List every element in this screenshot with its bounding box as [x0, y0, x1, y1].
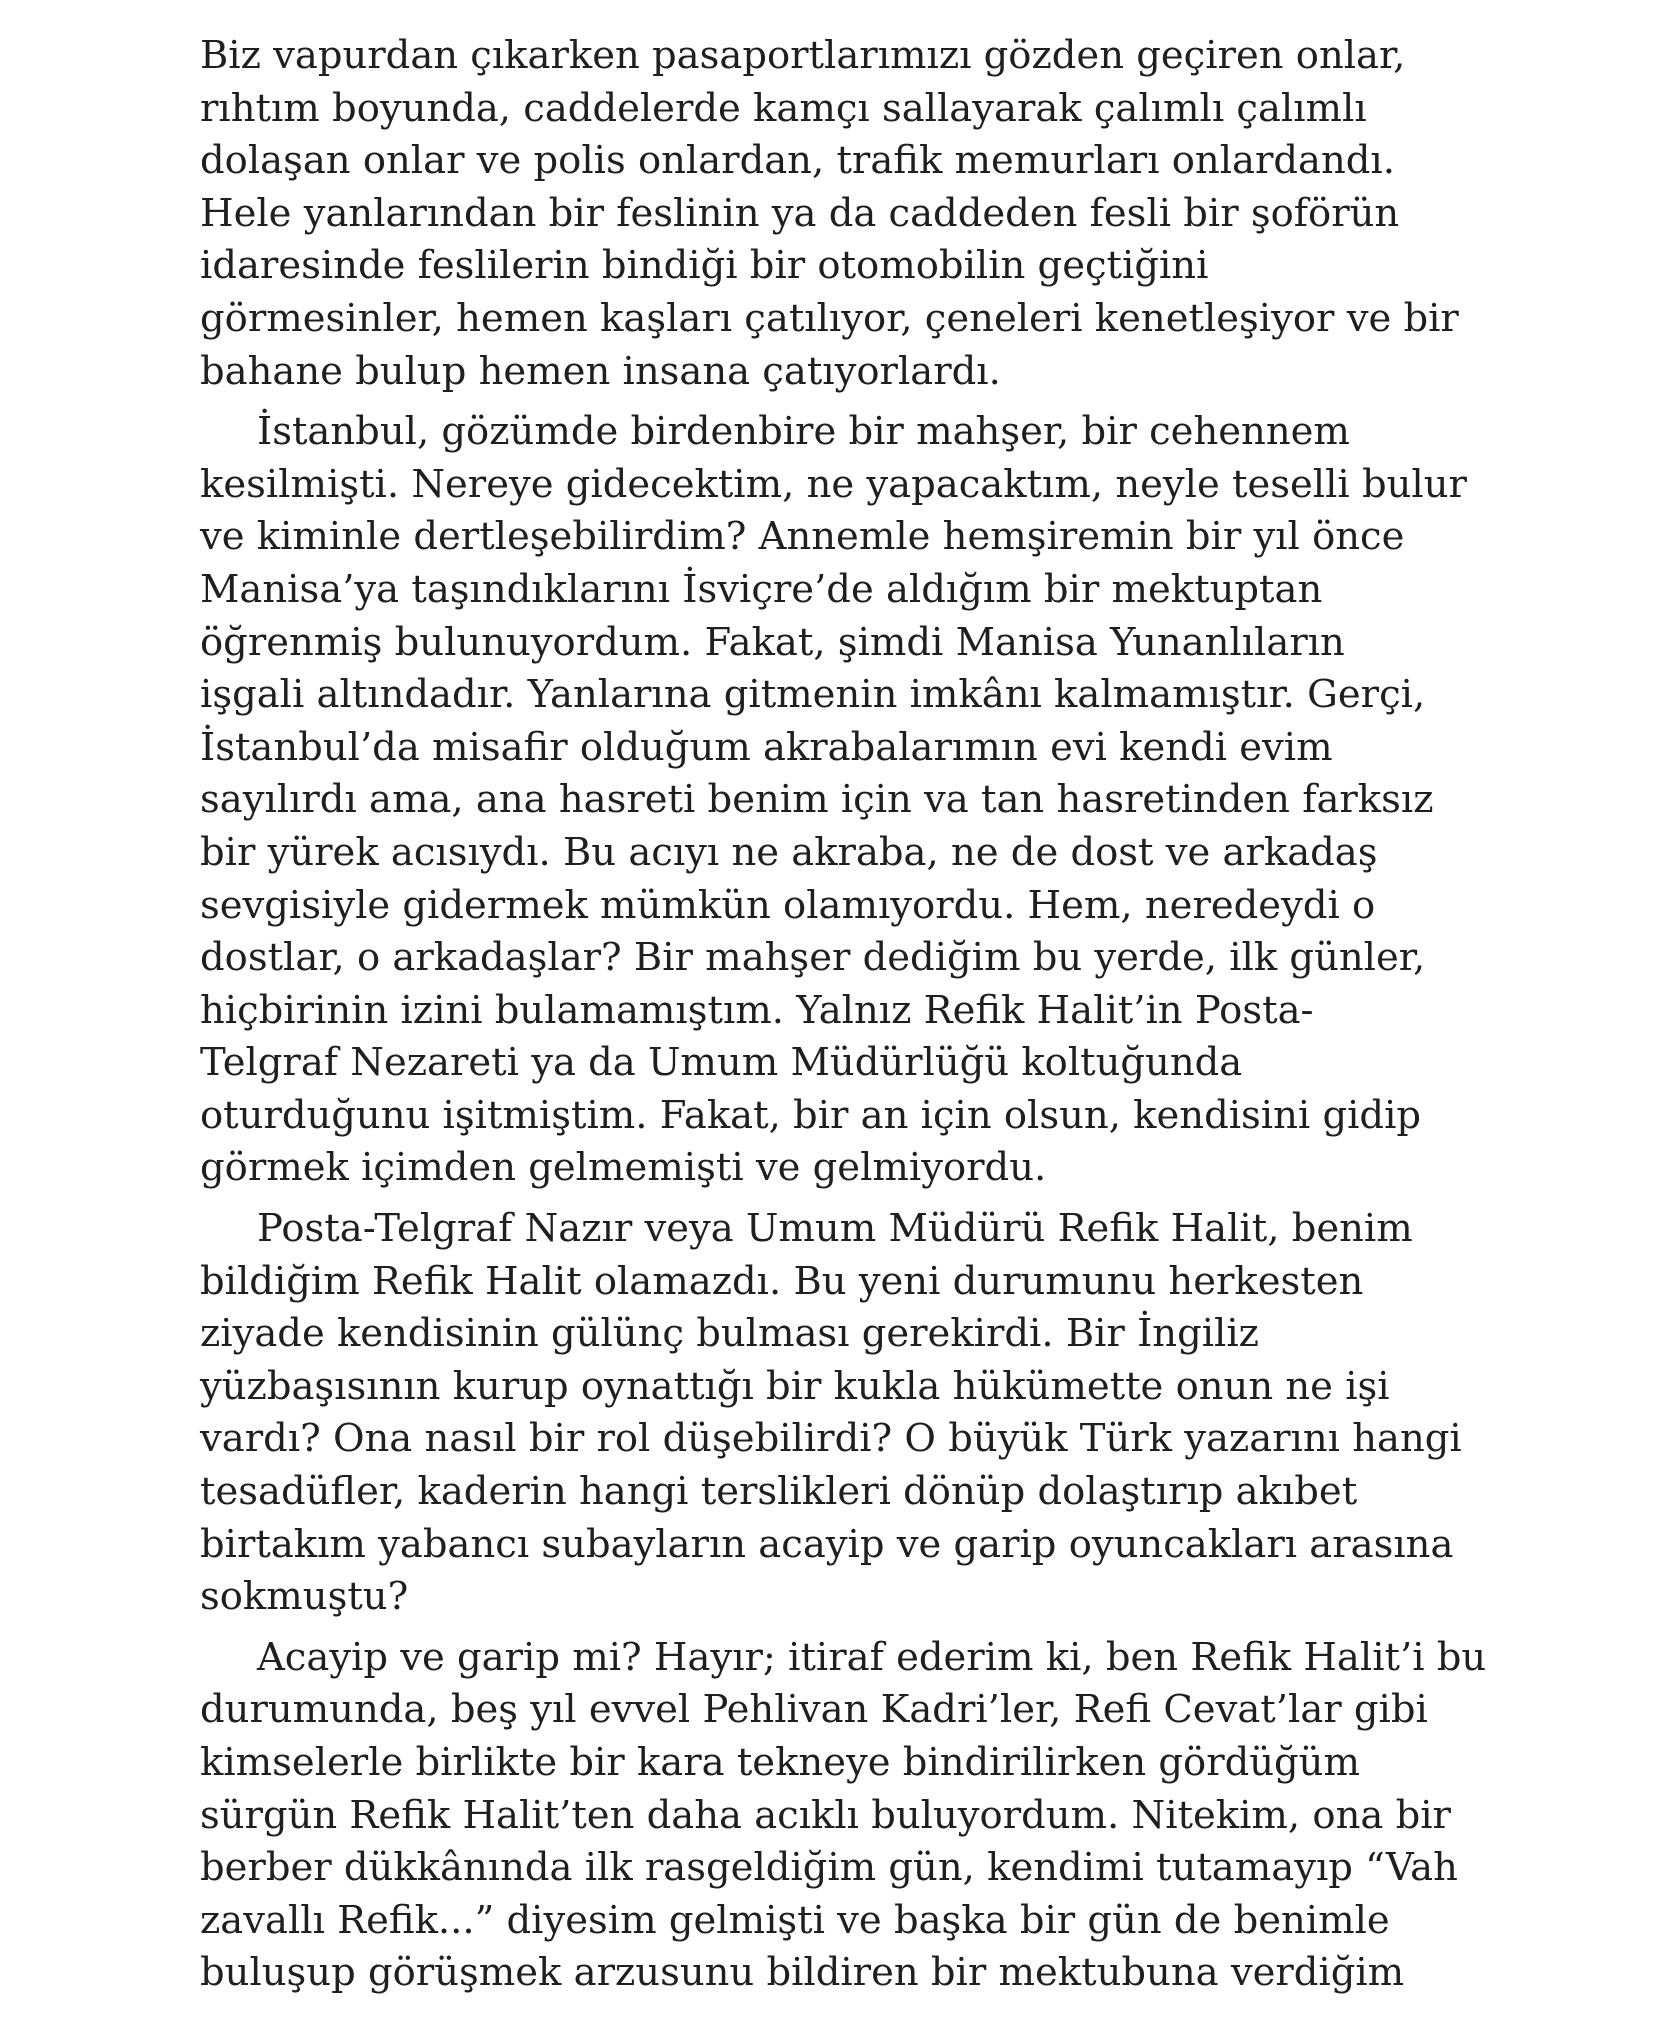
text-line: durumunda, beş yıl evvel Pehlivan Kadri’ler, Refi Cevat’lar gibi: [200, 1687, 1428, 1733]
text-line: Telgraf Nezareti ya da Umum Müdürlüğü koltuğunda: [200, 1040, 1243, 1086]
text-line: kimselerle birlikte bir kara tekneye bindirilirken gördüğüm: [200, 1740, 1360, 1785]
text-line: vardı? Ona nasıl bir rol düşebilirdi? O büyük Türk yazarını hangi: [200, 1416, 1462, 1462]
paragraph-3: [200, 1203, 1490, 1624]
text-line: zavallı Refik...” diyesim gelmişti ve başka bir gün de benimle: [200, 1897, 1390, 1943]
text-line: berber dükkânında ilk rasgeldiğim gün, kendimi tutamayıp “Vah: [200, 1845, 1458, 1891]
text-line: yüzbaşısının kurup oynattığı bir kukla hükümette onun ne işi: [200, 1363, 1390, 1409]
text-line: İstanbul’da misafir olduğum akrabalarımın evi kendi evim: [200, 724, 1333, 770]
text-line: tesadüfler, kaderin hangi terslikleri dönüp dolaştırıp akıbet: [200, 1469, 1358, 1515]
text-line: sevgisiyle gidermek mümkün olamıyordu. Hem, neredeydi o: [200, 882, 1376, 928]
text-line: hiçbirinin izini bulamamıştım. Yalnız Refik Halit’in Posta-: [200, 987, 1314, 1033]
text-line: Hele yanlarından bir feslinin ya da caddeden fesli bir şoförün: [200, 190, 1400, 236]
text-line: sayılırdı ama, ana hasreti benim için va tan hasretinden farksız: [200, 777, 1434, 823]
book-page: [200, 30, 1490, 2008]
text-line: ziyade kendisinin gülünç bulması gerekirdi. Bir İngiliz: [200, 1311, 1259, 1357]
text-line: işgali altındadır. Yanlarına gitmenin imkânı kalmamıştır. Gerçi,: [200, 672, 1426, 718]
text-line: Manisa’ya taşındıklarını İsviçre’de aldığım bir mektuptan: [200, 566, 1323, 612]
text-line: buluşup görüşmek arzusunu bildiren bir mektubuna verdiğim: [200, 1950, 1405, 1996]
text-line: görmesinler, hemen kaşları çatılıyor, çeneleri kenetleşiyor ve bir: [200, 295, 1459, 341]
paragraph-1: [200, 30, 1490, 398]
text-line: ve kiminle dertleşebilirdim? Annemle hemşiremin bir yıl önce: [200, 514, 1405, 560]
text-line: bahane bulup hemen insana çatıyorlardı.: [200, 348, 1001, 394]
text-line-first: Posta-Telgraf Nazır veya Umum Müdürü Refik Halit, benim: [257, 1206, 1413, 1252]
paragraph-2: [200, 406, 1490, 1195]
text-line: idaresinde feslilerin bindiği bir otomobilin geçtiğini: [200, 243, 1209, 289]
text-line: oturduğunu işitmiştim. Fakat, bir an için olsun, kendisini gidip: [200, 1092, 1422, 1138]
text-line: dolaşan onlar ve polis onlardan, trafik memurları onlardandı.: [200, 138, 1395, 184]
text-line: görmek içimden gelmemişti ve gelmiyordu.: [200, 1145, 1047, 1191]
text-line: bir yürek acısıydı. Bu acıyı ne akraba, ne de dost ve arkadaş: [200, 829, 1378, 875]
text-line-first: İstanbul, gözümde birdenbire bir mahşer, bir cehennem: [257, 409, 1350, 455]
text-line-first: Acayip ve garip mi? Hayır; itiraf ederim ki, ben Refik Halit’i bu: [257, 1634, 1487, 1680]
text-line: Biz vapurdan çıkarken pasaportlarımızı gözden geçiren onlar,: [200, 33, 1406, 78]
text-line: kesilmişti. Nereye gidecektim, ne yapacaktım, neyle teselli bulur: [200, 461, 1467, 507]
text-line: öğrenmiş bulunuyordum. Fakat, şimdi Manisa Yunanlıların: [200, 619, 1345, 665]
text-line: sürgün Refik Halit’ten daha acıklı buluyordum. Nitekim, ona bir: [200, 1792, 1451, 1838]
text-line: dostlar, o arkadaşlar? Bir mahşer dediğim bu yerde, ilk günler,: [200, 935, 1426, 981]
text-line: birtakım yabancı subayların acayip ve garip oyuncakları arasına: [200, 1521, 1454, 1567]
text-line: bildiğim Refik Halit olamazdı. Bu yeni durumunu herkesten: [200, 1258, 1364, 1304]
text-line: sokmuştu?: [200, 1574, 409, 1620]
paragraph-4: [200, 1632, 1490, 2000]
text-line: rıhtım boyunda, caddelerde kamçı sallayarak çalımlı çalımlı: [200, 85, 1367, 131]
